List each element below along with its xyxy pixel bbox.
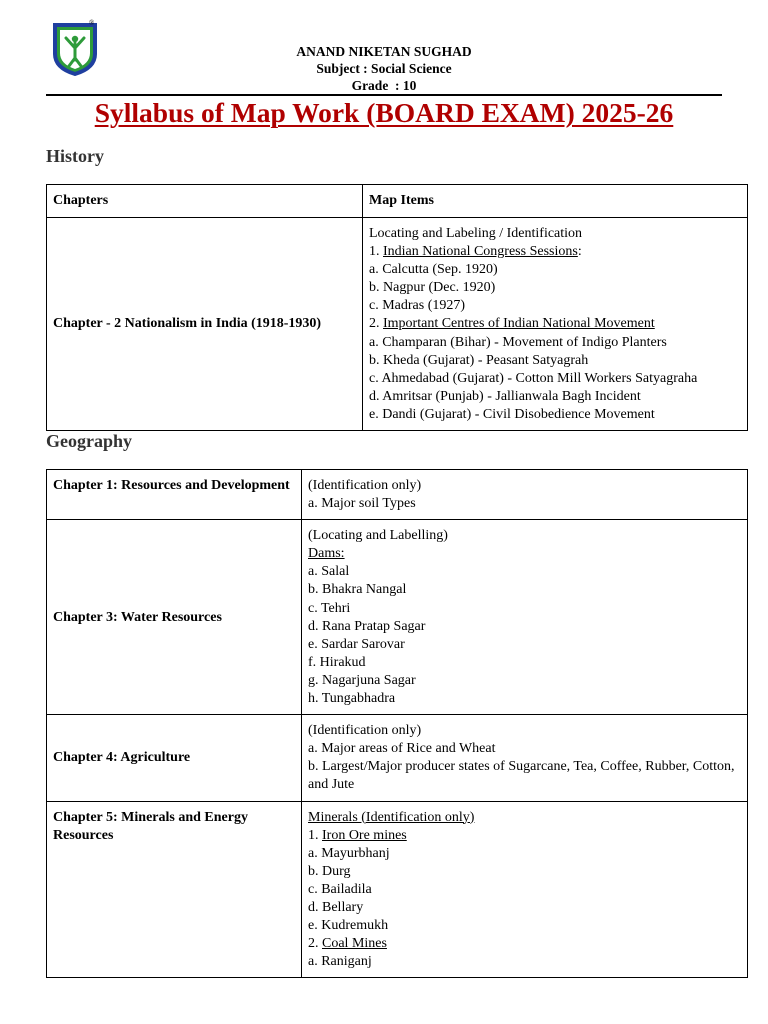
list-item: b. Kheda (Gujarat) - Peasant Satyagrah xyxy=(369,352,589,368)
list-item: d. Rana Pratap Sagar xyxy=(308,618,426,634)
map-items-cell xyxy=(302,715,748,801)
table-row xyxy=(47,218,748,431)
chapter-cell: Chapter 3: Water Resources xyxy=(47,520,302,715)
intro-text: Locating and Labeling / Identification xyxy=(369,226,583,241)
list-item: b. Largest/Major producer states of Sugarcane, Tea, Coffee, Rubber, Cotton, and Jute xyxy=(308,759,735,793)
geography-table xyxy=(46,469,748,978)
list-item: a. Mayurbhanj xyxy=(308,845,390,861)
column-header-map-items: Map Items xyxy=(363,185,748,218)
list-item: f. Hirakud xyxy=(308,654,366,670)
list-item: a. Raniganj xyxy=(308,954,372,970)
list-item: a. Major soil Types xyxy=(308,496,416,512)
list-item: g. Nagarjuna Sagar xyxy=(308,672,416,688)
list-item: e. Dandi (Gujarat) - Civil Disobedience Movement xyxy=(369,406,655,422)
history-heading: History xyxy=(46,146,104,166)
school-name: ANAND NIKETAN SUGHAD xyxy=(296,44,472,59)
table-row xyxy=(47,185,748,218)
list-item: e. Kudremukh xyxy=(308,918,389,934)
list-item: b. Nagpur (Dec. 1920) xyxy=(369,280,496,296)
list-item: a. Champaran (Bihar) - Movement of Indigo Planters xyxy=(369,334,667,350)
list-item: d. Bellary xyxy=(308,899,364,915)
chapter-cell: Chapter 4: Agriculture xyxy=(47,715,302,801)
list-item: a. Major areas of Rice and Wheat xyxy=(308,741,496,757)
map-items-cell xyxy=(302,520,748,715)
list-item: b. Durg xyxy=(308,863,351,879)
map-items-cell xyxy=(302,801,748,978)
list-item: d. Amritsar (Punjab) - Jallianwala Bagh Incident xyxy=(369,388,641,404)
list-item: e. Sardar Sarovar xyxy=(308,636,405,652)
section-title: 2. Important Centres of Indian National Movement xyxy=(369,316,655,332)
list-item: c. Ahmedabad (Gujarat) - Cotton Mill Workers Satyagraha xyxy=(369,370,698,386)
intro-text: (Locating and Labelling) xyxy=(308,528,448,544)
list-item: c. Bailadila xyxy=(308,881,372,897)
grade-line: Grade : 10 xyxy=(351,78,417,93)
table-row xyxy=(47,715,748,801)
list-item: b. Bhakra Nangal xyxy=(308,582,407,598)
registered-mark: ® xyxy=(89,19,95,27)
table-row xyxy=(47,520,748,715)
chapter-cell: Chapter 1: Resources and Development xyxy=(47,470,302,520)
geography-heading: Geography xyxy=(46,431,133,451)
table-row xyxy=(47,801,748,978)
list-item: c. Madras (1927) xyxy=(369,298,466,314)
map-items-cell xyxy=(302,470,748,520)
list-item: a. Calcutta (Sep. 1920) xyxy=(369,262,498,278)
section-title: 2. Coal Mines xyxy=(308,936,387,952)
section-title: 1. Iron Ore mines xyxy=(308,827,407,843)
list-item: h. Tungabhadra xyxy=(308,691,396,707)
chapter-cell: Chapter - 2 Nationalism in India (1918-1930) xyxy=(47,218,363,431)
intro-text: (Identification only) xyxy=(308,723,422,739)
table-row xyxy=(47,470,748,520)
chapter-cell: Chapter 5: Minerals and Energy Resources xyxy=(47,801,302,978)
subject-line: Subject : Social Science xyxy=(316,61,452,76)
map-items-cell xyxy=(363,218,748,431)
list-item: a. Salal xyxy=(308,564,350,580)
column-header-chapters: Chapters xyxy=(47,185,363,218)
intro-text: (Identification only) xyxy=(308,478,422,493)
section-title: 1. Indian National Congress Sessions: xyxy=(369,244,582,260)
page-title: Syllabus of Map Work (BOARD EXAM) 2025-26 xyxy=(94,97,674,128)
history-table xyxy=(46,184,748,431)
section-title: Minerals (Identification only) xyxy=(308,809,475,825)
section-title: Dams: xyxy=(308,546,345,562)
header-divider xyxy=(46,94,722,96)
list-item: c. Tehri xyxy=(308,600,351,616)
